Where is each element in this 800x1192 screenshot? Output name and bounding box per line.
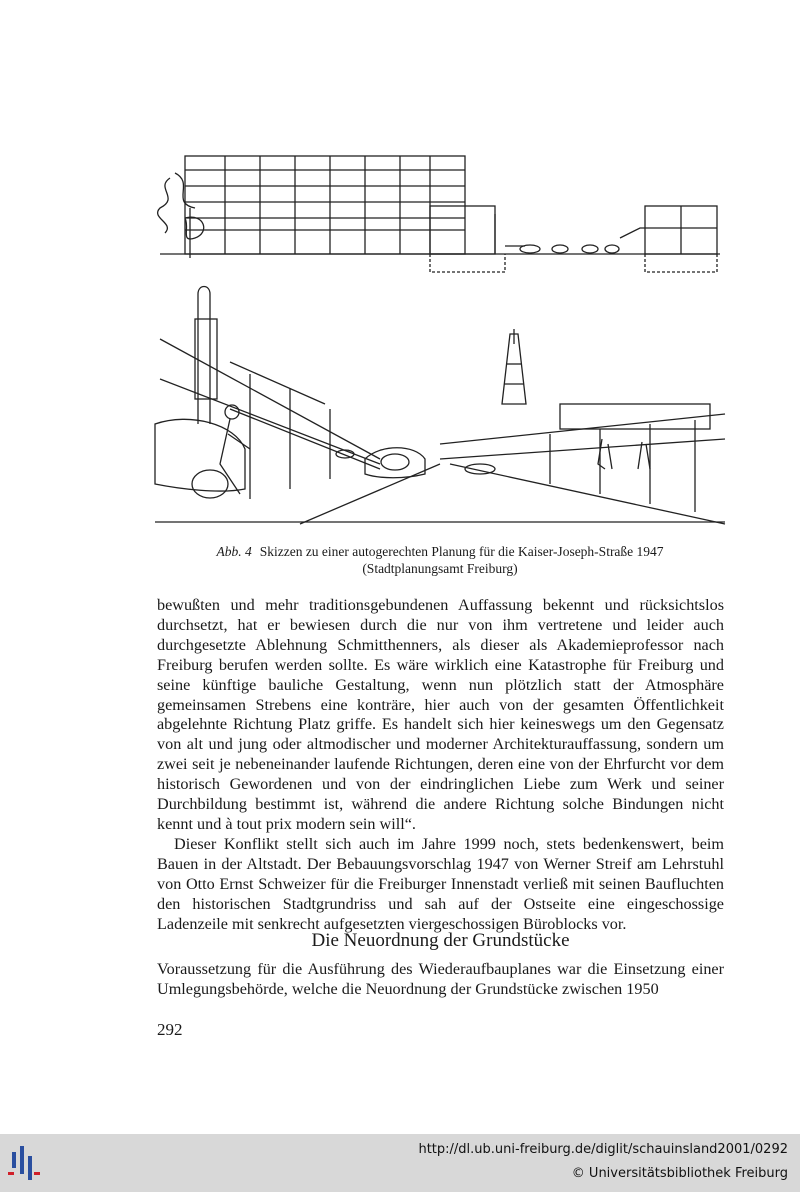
paragraph: Voraussetzung für die Ausführung des Wiederaufbauplanes war die Einsetzung einer Umlegungsbehörde, welche die Neuordnung der Grundstücke zwischen 1950 <box>157 960 724 998</box>
caption-label: Abb. 4 <box>216 544 252 559</box>
library-logo-icon <box>8 1142 48 1186</box>
paragraph: Dieser Konflikt stellt sich auch im Jahre 1999 noch, stets bedenkenswert, beim Bauen in der Altstadt. Der Bebauungsvorschlag 1947 von Werner Streif am Lehrstuhl von Otto Ernst Schweizer für die Freiburger Innenstadt verließ mit seinen Baufluchten den historischen Stadtgrundriss und sah auf der Ostseite eine eingeschossige Ladenzeile mit senkrecht aufgesetzten viergeschossigen Büroblocks vor. <box>157 834 724 933</box>
figure-caption <box>150 543 730 577</box>
figure-sketches <box>150 148 730 529</box>
copyright-text: © Universitätsbibliothek Freiburg <box>571 1166 788 1181</box>
caption-text: Skizzen zu einer autogerechten Planung für die Kaiser-Joseph-Straße 1947 <box>259 544 664 559</box>
paragraph: bewußten und mehr traditionsgebundenen Auffassung bekennt und rücksichtslos durchsetzt, hat er bewiesen durch die nur von ihm vertretene und leider auch durchgesetzte Ablehnung Schmitthenners, als dieser als Akademieprofessor nach Freiburg berufen werden sollte. Es wäre wirklich eine Katastrophe für Freiburg und seine künftige bauliche Gestaltung, wenn nun plötzlich statt der Atmosphäre gemeinsamen Strebens eine konträre, hier auch von der gesamten Öffentlichkeit abgelehnte Richtung Platz griffe. Es handelt sich hier keineswegs um den Gegensatz von alt und jung oder altmodischer und moderner Architekturauffassung, sondern um zwei seit je nebeneinander laufende Richtungen, deren eine von der Ehrfurcht vor dem historisch Gewordenen und von der eindringlichen Liebe zum Werk und seiner Durchbildung bestimmt ist, während die andere Richtung solche Bindungen nicht kennt und à tout prix modern sein will“. <box>157 596 724 833</box>
source-url-link[interactable]: http://dl.ub.uni-freiburg.de/diglit/schauinsland2001/0292 <box>418 1142 788 1157</box>
body-text <box>157 596 724 934</box>
footer-bar <box>0 1134 800 1192</box>
page-number: 292 <box>157 1020 183 1039</box>
caption-source: (Stadtplanungsamt Freiburg) <box>362 561 518 576</box>
perspective-sketch <box>150 284 730 529</box>
elevation-sketch <box>150 148 730 278</box>
section-heading: Die Neuordnung der Grundstücke <box>311 930 570 951</box>
